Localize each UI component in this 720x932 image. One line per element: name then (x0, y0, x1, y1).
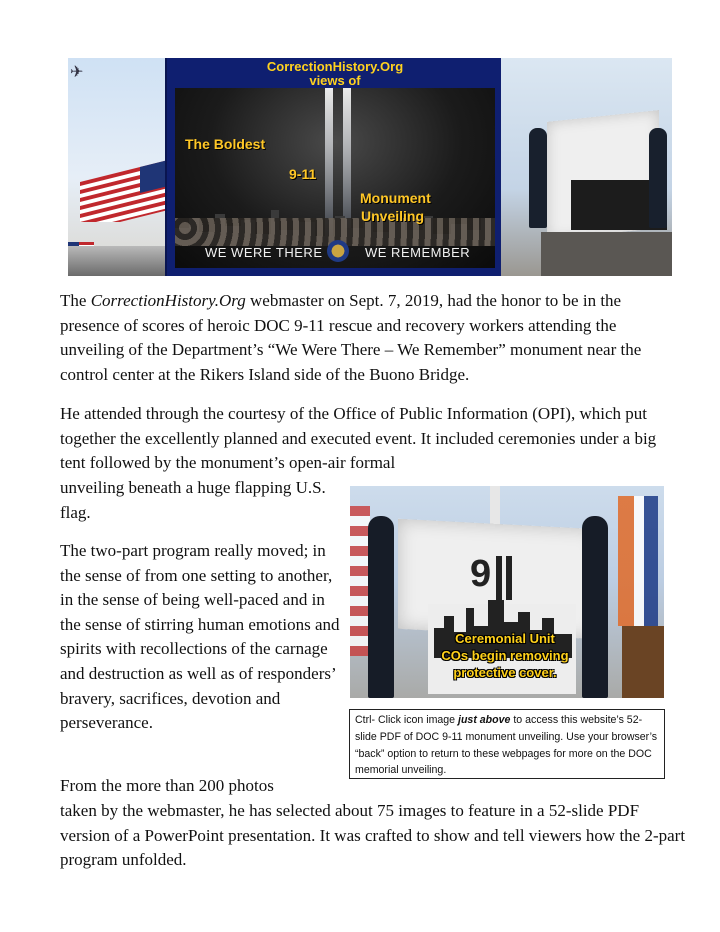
poster-footer-right: WE REMEMBER (365, 245, 471, 260)
ceremonial-unit-photo[interactable] (350, 486, 664, 698)
note-prefix: Ctrl- Click icon image (355, 714, 459, 726)
poster-subtitle: views of (309, 73, 361, 88)
paragraph-program: The two-part program really moved; in the sense of from one setting to another, in the sense of being well-paced and in the sense of stirring human emotions and spirits with recollections of the carnage and destruction as well as of responders’ bravery, sacrifices, devotion and perseverance. (60, 541, 340, 733)
poster-title: CorrectionHistory.Org (266, 59, 404, 74)
photo-caption-line3: protective cover. (453, 665, 557, 680)
svg-text:9: 9 (470, 553, 492, 595)
paragraph-opi: He attended through the courtesy of the Office of Public Information (OPI), which put together the excellently planned and executed event. It included ceremonies under a big tent followed by the monument’s open-air formal (60, 404, 657, 473)
poster-footer-left: WE WERE THERE (205, 245, 323, 260)
flag (350, 506, 370, 656)
monument-poster (165, 58, 505, 276)
poster-heading-911: 9-11 (289, 166, 317, 182)
officer-figure (649, 128, 667, 228)
paragraph-intro (60, 289, 680, 387)
podium (622, 626, 664, 698)
note-text: to access this website’s 52-slide PDF of DOC 9-11 monument unveiling. Use your browser’s “back” option to return to these webpages for more on the DOC memorial unveiling. (355, 714, 658, 777)
poster-heading-boldest: The Boldest (185, 136, 266, 152)
nine-eleven-mark (468, 544, 518, 604)
pdf-link-note (349, 709, 665, 779)
intro-prefix: The (60, 291, 91, 310)
poster-heading-unveiling: Unveiling (361, 208, 425, 224)
header-banner-image (68, 58, 672, 276)
intro-text: webmaster on Sept. 7, 2019, had the honor to be in the presence of scores of heroic DOC 9-11 rescue and recovery workers attending the unveiling of the Department’s “We Were There – We Remember” monument near the control center at the Rikers Island side of the Buono Bridge. (60, 291, 642, 384)
paragraph-photos-continued: taken by the webmaster, he has selected about 75 images to feature in a 52-slide PDF version of a PowerPoint presentation. It was crafted to show and tell viewers how the 2-part program unfolded. (60, 801, 686, 870)
poster-heading-monument: Monument (360, 190, 431, 206)
unveiling-photo-thumbnail (501, 58, 672, 276)
paragraph-photos: From the more than 200 photos (60, 776, 274, 795)
monument-base (541, 232, 672, 276)
officer-figure (529, 128, 547, 228)
ground (68, 246, 168, 276)
airplane-icon: ✈ (70, 64, 84, 81)
paragraph-opi-continued: unveiling beneath a huge flapping U.S. flag. (60, 478, 326, 522)
photo-caption-line1: Ceremonial Unit (455, 631, 555, 646)
poster-artwork (175, 88, 495, 268)
officer-figure (368, 516, 394, 698)
note-emphasis: just above (458, 714, 511, 726)
doc-seal-icon (327, 240, 349, 262)
photo-caption-line2: COs begin removing (441, 648, 569, 663)
flag (618, 496, 658, 626)
site-name: CorrectionHistory.Org (90, 291, 246, 310)
